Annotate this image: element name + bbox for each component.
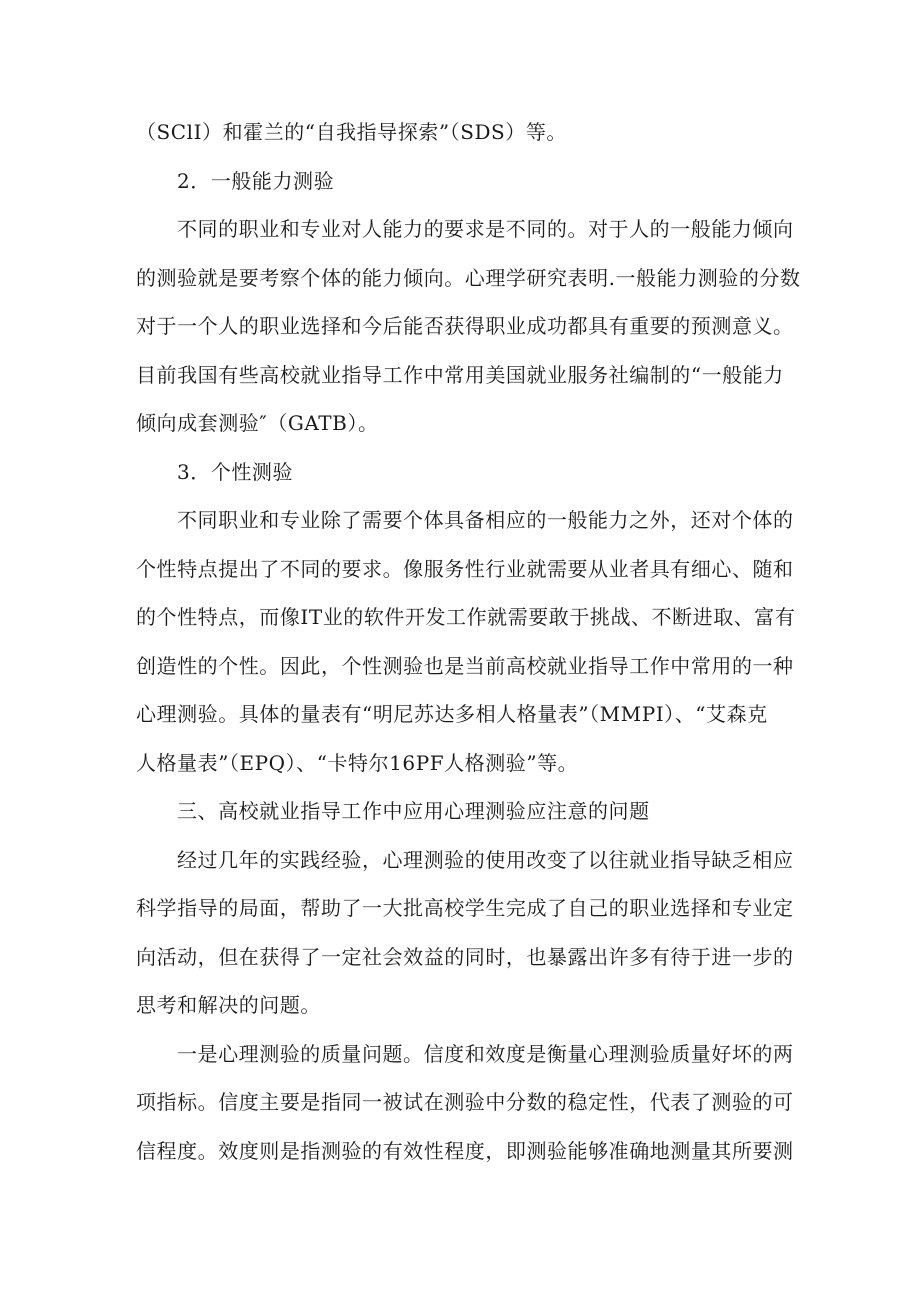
text-line: 不同职业和专业除了需要个体具备相应的一般能力之外，还对个体的 — [177, 508, 794, 532]
document-body — [136, 108, 801, 1175]
text-line: 一是心理测验的质量问题。信度和效度是衡量心理测验质量好坏的两 — [177, 1041, 794, 1066]
section-heading-personality: 3．个性测验 — [177, 459, 294, 484]
text-line: 的测验就是要考察个体的能力倾向。心理学研究表明.一般能力测验的分数 — [136, 265, 801, 290]
text-line: 经过几年的实践经验，心理测验的使用改变了以往就业指导缺乏相应 — [177, 847, 794, 872]
text-line: 心理测验。具体的量表有“明尼苏达多相人格量表”（MMPI）、“艾森克 — [136, 702, 768, 726]
text-line: 创造性的个性。因此，个性测验也是当前高校就业指导工作中常用的一种 — [136, 653, 794, 678]
text-line: 信程度。效度则是指测验的有效性程度，即测验能够准确地测量其所要测 — [136, 1138, 794, 1163]
text-line: 个性特点提出了不同的要求。像服务性行业就需要从业者具有细心、随和 — [136, 556, 794, 581]
text-line: 思考和解决的问题。 — [136, 993, 321, 1017]
text-line: 目前我国有些高校就业指导工作中常用美国就业服务社编制的“一般能力 — [136, 362, 784, 387]
text-line: 的个性特点，而像IT业的软件开发工作就需要敢于挑战、不断进取、富有 — [136, 605, 796, 629]
section-heading-general-ability: 2．一般能力测验 — [177, 168, 335, 193]
text-line: 科学指导的局面，帮助了一大批高校学生完成了自己的职业选择和专业定 — [136, 896, 794, 920]
text-line: 项指标。信度主要是指同一被试在测验中分数的稳定性，代表了测验的可 — [136, 1090, 794, 1114]
text-line: （SClI）和霍兰的“自我指导探索”（SDS）等。 — [136, 120, 567, 144]
text-line: 倾向成套测验″（GATB）。 — [136, 411, 379, 435]
text-line: 向活动，但在获得了一定社会效益的同时，也暴露出许多有待于进一步的 — [136, 944, 794, 969]
text-line: 人格量表”（EPQ）、“卡特尔16PF人格测验”等。 — [136, 750, 579, 775]
section-heading-issues: 三、高校就业指导工作中应用心理测验应注意的问题 — [177, 799, 650, 823]
text-line: 对于一个人的职业选择和今后能否获得职业成功都具有重要的预测意义。 — [136, 314, 794, 338]
text-line: 不同的职业和专业对人能力的要求是不同的。对于人的一般能力倾向 — [177, 217, 794, 241]
